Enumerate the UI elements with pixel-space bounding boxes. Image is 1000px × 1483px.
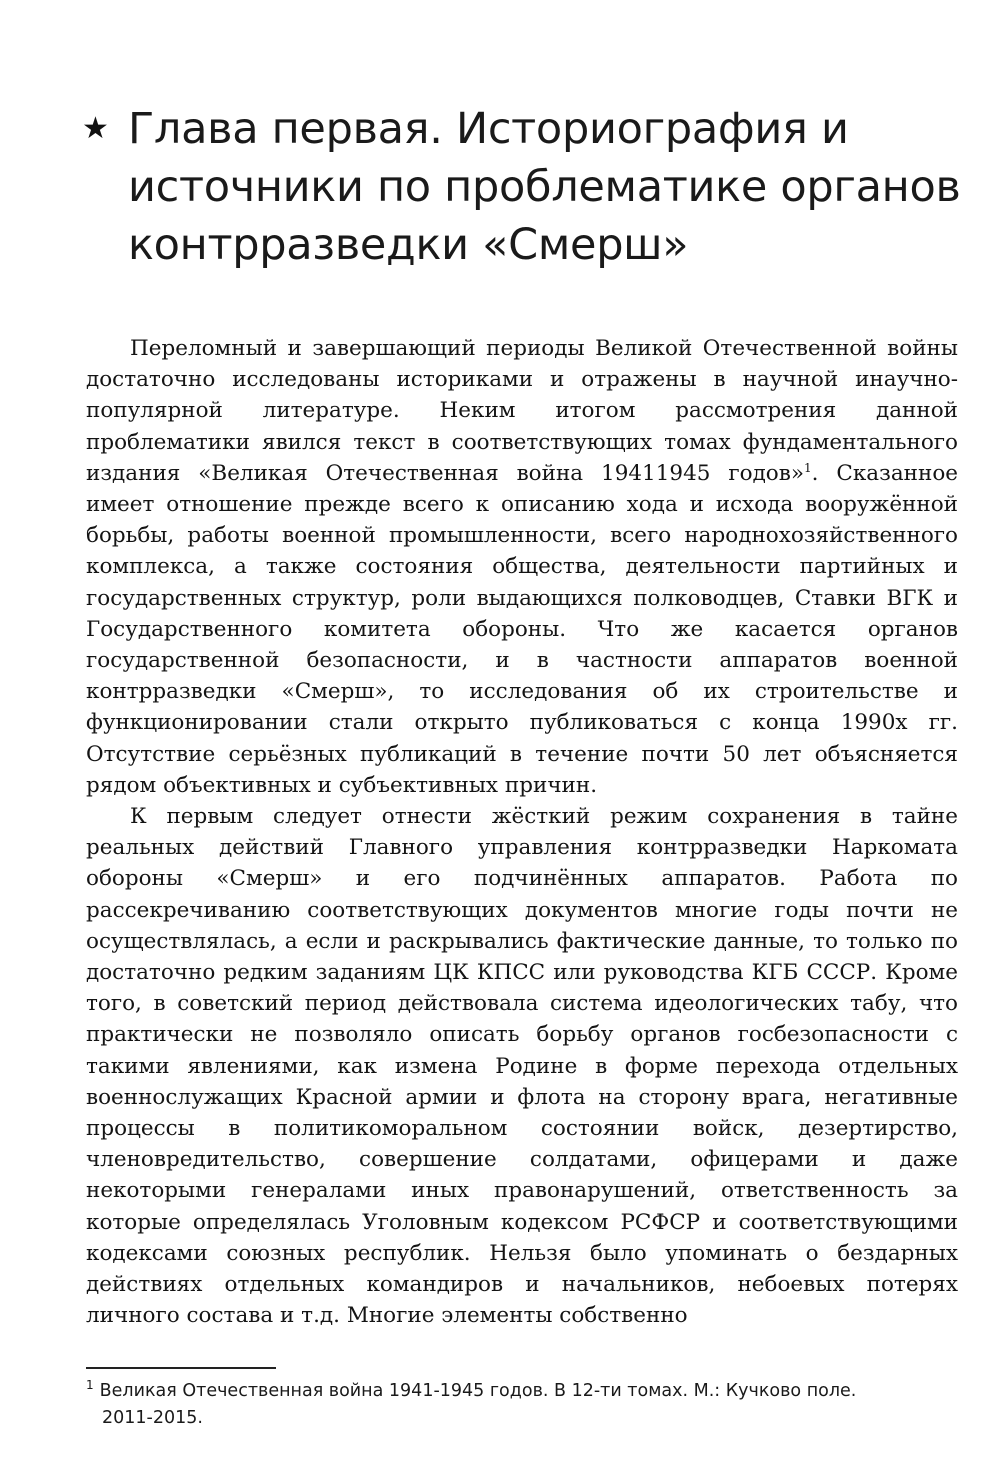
chapter-title: Глава первая. Историография и источники по проблематике органов контрразведки «Смерш» [128, 104, 961, 270]
body-text [86, 333, 958, 1332]
paragraph-1 [86, 333, 958, 801]
paragraph-1-text: Переломный и завершающий периоды Великой Отечественной войны достаточно исследованы историками и отражены в научной инаучнопопулярной литературе. Неким итогом рассмотрения данной проблематики явился текст в соответствующих томах фундаментального издания «Великая Отечественная война 19411945 годов» [86, 336, 958, 486]
chapter-heading [82, 100, 962, 274]
paragraph-2: К первым следует отнести жёсткий режим сохранения в тайне реальных действий Главного управления контрразведки Наркомата обороны «Смерш» и его подчинённых аппаратов. Работа по рассекречиванию соответствующих документов многие годы почти не осуществлялась, а если и раскрывались фактические данные, то только по достаточно редким заданиям ЦК КПСС или руководства КГБ СССР. Кроме того, в советский период действовала система идеологических табу, что практически не позволяло описать борьбу органов госбезопасности с такими явлениями, как измена Родине в форме перехода отдельных военнослужащих Красной армии и флота на сторону врага, негативные процессы в политикоморальном состоянии войск, дезертирство, членовредительство, совершение солдатами, офицерами и даже некоторыми генералами иных правонарушений, ответственность за которые определялась Уголовным кодексом РСФСР и соответствующими кодексами союзных республик. Нельзя было упоминать о бездарных действиях отдельных командиров и начальников, небоевых потерях личного состава и т.д. Многие элементы собственно [86, 804, 958, 1329]
footnote-divider [86, 1367, 276, 1369]
footnote-reference[interactable]: 1 [804, 460, 812, 475]
paragraph-1-rest: . Сказанное имеет отношение прежде всего к описанию хода и исхода вооружённой борьбы, работы военной промышленности, всего народнохозяйственного комплекса, а также состояния общества, деятельности партийных и государственных структур, роли выдающихся полководцев, Ставки ВГК и Государственного комитета обороны. Что же касается органов государственной безопасности, и в частности аппаратов военной контрразведки «Смерш», то исследования об их строительстве и функционировании стали открыто публиковаться с конца 1990х гг. Отсутствие серьёзных публикаций в течение почти 50 лет объясняется рядом объективных и субъективных причин. [86, 460, 958, 798]
footnote-line-2: 2011-2015. [102, 1408, 203, 1428]
star-icon: ★ [82, 111, 109, 146]
footnote-text-1: Великая Отечественная война 1941-1945 годов. В 12-ти томах. М.: Кучково поле. [99, 1381, 857, 1401]
footnote-number: 1 [86, 1378, 94, 1393]
footnote-line-1 [86, 1378, 966, 1405]
footnote [86, 1378, 966, 1432]
